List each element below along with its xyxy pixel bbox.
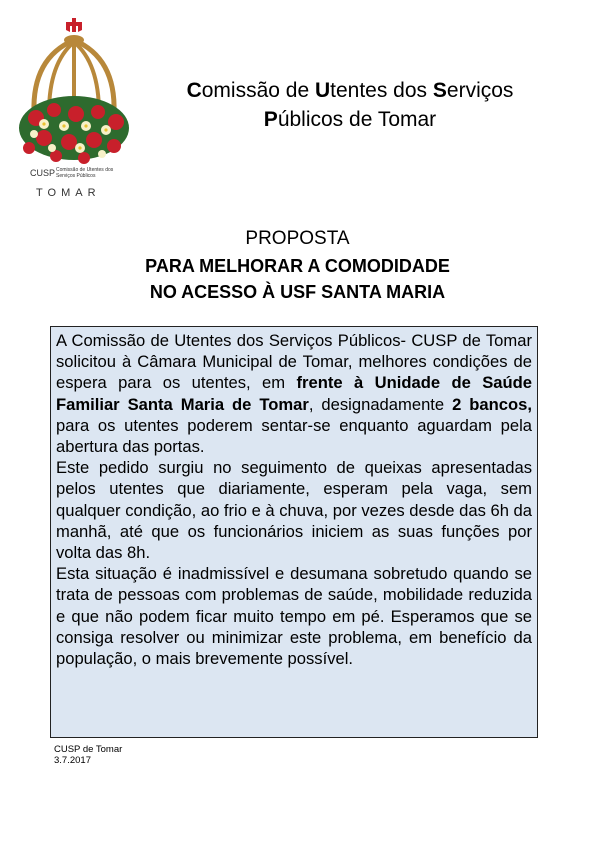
organization-title-line1	[160, 76, 540, 105]
title-part: erviços	[446, 79, 514, 102]
proposal-body-box	[50, 326, 538, 738]
organization-title-line2	[160, 105, 540, 134]
proposta-subtitle	[0, 253, 595, 305]
body-bold-text: 2 bancos,	[452, 394, 532, 414]
footer-org: CUSP de Tomar	[54, 744, 123, 755]
body-paragraph-1	[56, 330, 532, 457]
body-paragraph-3: Esta situação é inadmissível e desumana sobretudo quando se trata de pessoas com problemas de saúde, mobilidade reduzida e que não podem ficar muito tempo em pé. Esperamos que se consiga resolver ou minimizar este problema, em benefício da população, o mais brevemente possível.	[56, 564, 532, 669]
logo-cusp-text: CUSP	[30, 168, 56, 178]
body-paragraph-2: Este pedido surgiu no seguimento de queixas apresentadas pelos utentes que diariamente, esperam pela vaga, sem qualquer condição, ao frio e à chuva, por vezes desde das 6h da manhã, até que os funcionários iniciem as suas funções por volta das 8h.	[56, 458, 533, 563]
title-part: omissão de	[201, 79, 315, 102]
title-initial-c: C	[186, 79, 202, 102]
logo-small-text: Comissão de Utentes dos Serviços Públicos	[56, 167, 114, 179]
body-bold-text: frente à Unidade de Saúde Familiar Santa Maria de Tomar	[56, 373, 532, 414]
subtitle-line2: NO ACESSO À USF SANTA MARIA	[149, 282, 446, 302]
title-part: tentes dos	[330, 79, 433, 102]
cusp-logo	[14, 18, 134, 208]
title-initial-s: S	[432, 79, 447, 102]
body-text: , designadamente	[308, 394, 453, 414]
body-text: para os utentes poderem sentar-se enquanto aguardam pela abertura das portas.	[56, 415, 532, 457]
body-text: A Comissão de Utentes dos Serviços Públicos- CUSP de Tomar solicitou à Câmara Municipal de Tomar, melhores condições de espera para os utentes, em	[56, 331, 532, 393]
title-initial-p: P	[263, 108, 278, 131]
title-initial-u: U	[314, 79, 331, 102]
logo-city-text: TOMAR	[36, 187, 101, 199]
proposta-label: PROPOSTA	[245, 228, 350, 249]
crown-flowers-emblem	[14, 18, 134, 168]
title-part: úblicos de Tomar	[277, 108, 437, 131]
organization-title	[160, 76, 540, 134]
footer-signature	[54, 744, 122, 766]
footer-date: 3.7.2017	[54, 755, 91, 766]
subtitle-line1: PARA MELHORAR A COMODIDADE	[145, 256, 450, 276]
